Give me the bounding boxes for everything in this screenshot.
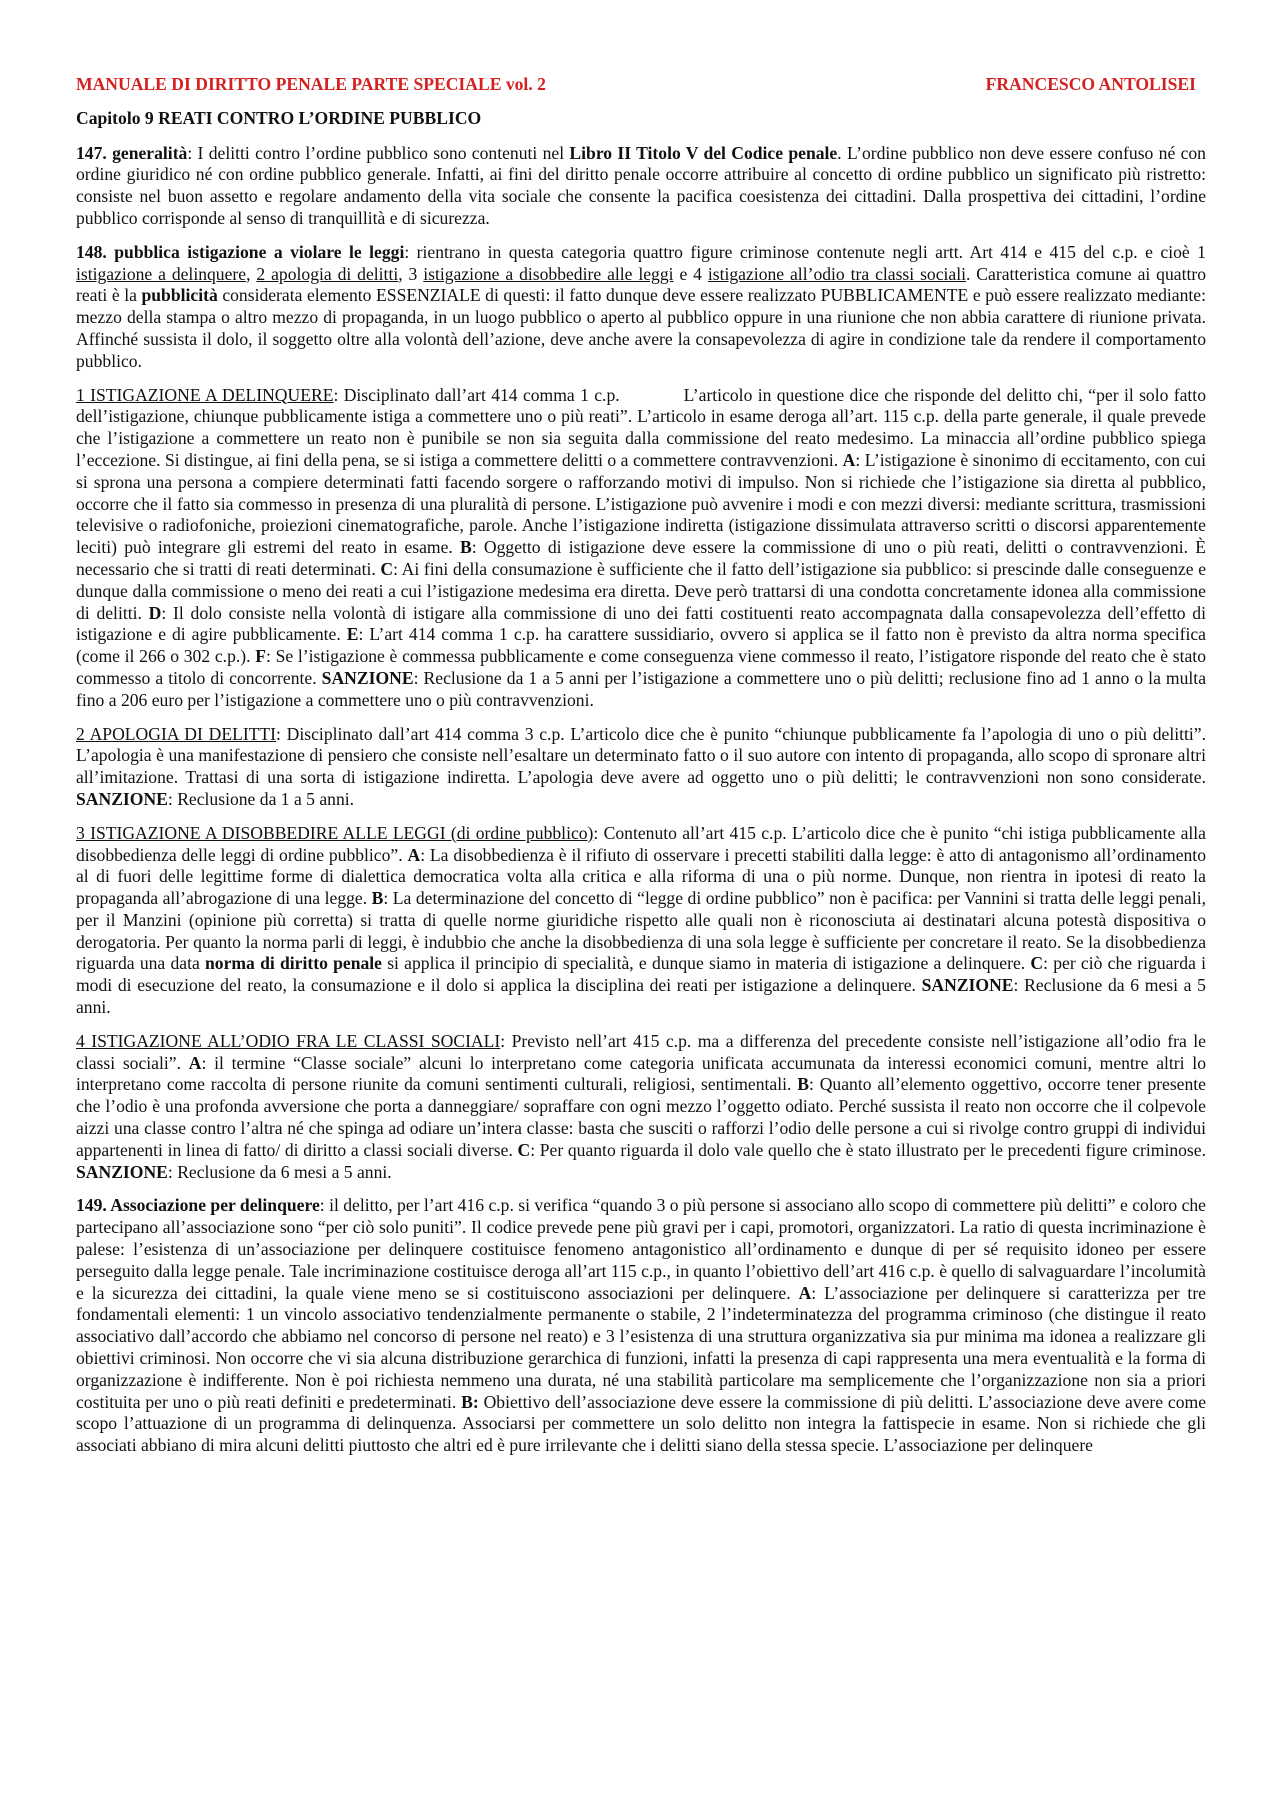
paragraph-heading: 1 ISTIGAZIONE A DELINQUERE: [76, 384, 334, 405]
paragraph-heading: 4 ISTIGAZIONE ALL’ODIO FRA LE CLASSI SOCIALI: [76, 1030, 501, 1051]
book-title: MANUALE DI DIRITTO PENALE PARTE SPECIALE vol. 2: [76, 74, 546, 94]
page-header: [76, 74, 1206, 96]
paragraph-istigazione-a-delinquere: 1 ISTIGAZIONE A DELINQUERE: Disciplinato dall’art 414 comma 1 c.p. L’articolo in questione dice che risponde del delitto chi, “per il solo fatto dell’istigazione, chiunque pubblicamente istiga a commettere uno o più reati”. L’articolo in esame deroga all’art. 115 c.p. della parte generale, il quale prevede che l’istigazione a commettere un reato non è punibile se non sia seguita dalla commissione del reato medesimo. La minaccia all’ordine pubblico spiega l’eccezione. Si distingue, ai fini della pena, se si istiga a commettere delitti o a commettere contravvenzioni. A: L’istigazione è sinonimo di eccitamento, con cui si sprona una persona a compiere determinati fatti facendo sorgere o rafforzando motivi di impulso. Non si richiede che l’istigazione sia diretta al pubblico, occorre che il fatto sia commesso in presenza di una pluralità di persone. L’istigazione può avvenire i modi e con mezzi diversi: mediante scrittura, trasmissioni televisive o radiofoniche, proiezioni cinematografiche, parole. Anche l’istigazione indiretta (istigazione dissimulata attraverso scritti o discorsi apparentemente leciti) può integrare gli estremi del reato in esame. B: Oggetto di istigazione deve essere la commissione di uno o più reati, delitti o contravvenzioni. È necessario che si tratti di reati determinati. C: Ai fini della consumazione è sufficiente che il fatto dell’istigazione sia pubblico: si prescinde dalle conseguenze e dunque dalla commissione o meno dei reati a cui l’istigazione medesima era diretta. Deve però trattarsi di una condotta concretamente idonea alla commissione di delitti. D: Il dolo consiste nella volontà di istigare alla commissione di uno dei fatti costituenti reato accompagnata dalla consapevolezza dell’effetto di istigazione e di agire pubblicamente. E: L’art 414 comma 1 c.p. ha carattere sussidiario, ovvero si applica se il fatto non è previsto da altra norma specifica (come il 266 o 302 c.p.). F: Se l’istigazione è commessa pubblicamente e come conseguenza viene commesso il reato, l’istigatore risponde del reato che è stato commesso a titolo di concorrente. SANZIONE: Reclusione da 1 a 5 anni per l’istigazione a commettere uno o più delitti; reclusione fino ad 1 anno o la multa fino a 206 euro per l’istigazione a commettere uno o più contravvenzioni.: [76, 384, 1207, 710]
section-number: 147. generalità: [76, 142, 188, 163]
section-148: 148. pubblica istigazione a violare le leggi: rientrano in questa categoria quattro figure criminose contenute negli artt. Art 414 e 415 del c.p. e cioè 1 istigazione a delinquere, 2 apologia di delitti, 3 istigazione a disobbedire alle leggi e 4 istigazione all’odio tra classi sociali. Caratteristica comune ai quattro reati è la pubblicità considerata elemento ESSENZIALE di questi: il fatto dunque deve essere realizzato PUBBLICAMENTE e può essere realizzato mediante: mezzo della stampa o altro mezzo di propaganda, in un luogo pubblico o aperto al pubblico oppure in una riunione che non abbia carattere di riunione privata. Affinché sussista il dolo, il soggetto oltre alla volontà dell’azione, deve anche avere la consapevolezza di agire in condizione tale da rendere il comportamento pubblico.: [76, 241, 1207, 371]
paragraph-heading: 3 ISTIGAZIONE A DISOBBEDIRE ALLE LEGGI (di ordine pubblico): [76, 822, 594, 843]
paragraph-apologia-di-delitti: 2 APOLOGIA DI DELITTI: Disciplinato dall’art 414 comma 3 c.p. L’articolo dice che è punito “chiunque pubblicamente fa l’apologia di uno o più delitti”. L’apologia è una manifestazione di pensiero che consiste nell’esaltare un determinato fatto o il suo autore con intento di propaganda, allo scopo di spronare altri all’imitazione. Trattasi di una sorta di istigazione indiretta. L’apologia deve avere ad oggetto uno o più delitti; le contravvenzioni non sono considerate. SANZIONE: Reclusione da 1 a 5 anni.: [76, 723, 1206, 809]
paragraph-istigazione-a-disobbedire: 3 ISTIGAZIONE A DISOBBEDIRE ALLE LEGGI (di ordine pubblico): Contenuto all’art 415 c.p. L’articolo dice che è punito “chi istiga pubblicamente alla disobbedienza delle leggi di ordine pubblico”. A: La disobbedienza è il rifiuto di osservare i precetti stabiliti dalla legge: è atto di antagonismo all’ordinamento al di fuori delle legittime forme di dialettica democratica volta alla critica e alla riforma di una o più norme. Dunque, non rientra in ipotesi di reato la propaganda all’abrogazione di una legge. B: La determinazione del concetto di “legge di ordine pubblico” non è pacifica: per Vannini si tratta delle leggi penali, per il Manzini (opinione più corretta) si tratta di quelle norme giuridiche rispetto alle quali non è riconosciuta ai destinatari alcuna potestà dispositiva o derogatoria. Per quanto la norma parli di leggi, è indubbio che anche la disobbedienza di una sola legge è sufficiente per concretare il reato. Se la disobbedienza riguarda una data norma di diritto penale si applica il principio di specialità, e dunque siamo in materia di istigazione a delinquere. C: per ciò che riguarda i modi di esecuzione del reato, la consumazione e il dolo si applica la disciplina dei reati per istigazione a delinquere. SANZIONE: Reclusione da 6 mesi a 5 anni.: [76, 822, 1207, 1018]
book-author: FRANCESCO ANTOLISEI: [985, 74, 1196, 94]
section-149: 149. Associazione per delinquere: il delitto, per l’art 416 c.p. si verifica “quando 3 o più persone si associano allo scopo di commettere più delitti” e coloro che partecipano all’associazione sono “per ciò solo puniti”. Il codice prevede pene più gravi per i capi, promotori, organizzatori. La ratio di questa incriminazione è palese: l’esistenza di un’associazione per delinquere costituisce fenomeno antagonistico all’ordinamento e dunque di per sé requisito idoneo per essere perseguito dalla legge penale. Tale incriminazione costituisce deroga all’art 115 c.p., in quanto l’obiettivo dell’art 416 c.p. è quello di salvaguardare l’incolumità e la sicurezza dei cittadini, la quale viene meno se si costituiscono associazioni per delinquere. A: L’associazione per delinquere si caratterizza per tre fondamentali elementi: 1 un vincolo associativo tendenzialmente permanente o stabile, 2 l’indeterminatezza del programma criminoso (che distingue il reato associativo dall’accordo che abbiamo nel concorso di persone nel reato) e 3 l’esistenza di una struttura organizzativa sia pur minima ma idonea a realizzare gli obiettivi criminosi. Non occorre che vi sia alcuna distribuzione gerarchica di funzioni, infatti la presenza di capi rappresenta una mera eventualità e la forma di organizzazione è indifferente. Non è poi richiesta nemmeno una durata, né una stabilità particolare ma semplicemente che l’organizzazione non sia a priori costituita per uno o più reati definiti e predeterminati. B: Obiettivo dell’associazione deve essere la commissione di più delitti. L’associazione deve avere come scopo l’attuazione di un programma di delinquenza. Associarsi per commettere un solo delitto non integra la fattispecie in esame. Non si richiede che gli associati abbiano di mira alcuni delitti piuttosto che altri ed è pure irrilevante che i delitti siano della stessa specie. L’associazione per delinquere: [76, 1195, 1207, 1456]
section-number: 148. pubblica istigazione a violare le leggi: [76, 241, 405, 262]
chapter-title: Capitolo 9 REATI CONTRO L’ORDINE PUBBLICO: [76, 107, 482, 128]
paragraph-heading: 2 APOLOGIA DI DELITTI: [76, 723, 277, 744]
section-number: 149. Associazione per delinquere: [76, 1195, 320, 1216]
paragraph-istigazione-odio-classi: 4 ISTIGAZIONE ALL’ODIO FRA LE CLASSI SOCIALI: Previsto nell’art 415 c.p. ma a differenza del precedente consiste nell’istigazione all’odio fra le classi sociali”. A: il termine “Classe sociale” alcuni lo interpretano come categoria unificata accumunata da interessi economici comuni, mentre altri lo interpretano come raccolta di persone riunite da comuni sentimenti culturali, religiosi, sentimentali. B: Quanto all’elemento oggettivo, occorre tener presente che l’odio è una profonda avversione che porta a danneggiare/ sopraffare con ogni mezzo l’oggetto odiato. Perché sussista il reato non occorre che il colpevole aizzi una classe contro l’altra né che spinga ad odiare un’intera classe: basta che susciti o rafforzi l’odio delle persone a cui si rivolge contro gruppi di individui appartenenti in linea di fatto/ di diritto a classi sociali diverse. C: Per quanto riguarda il dolo vale quello che è stato illustrato per le precedenti figure criminose. SANZIONE: Reclusione da 6 mesi a 5 anni.: [76, 1030, 1206, 1182]
section-147: 147. generalità: I delitti contro l’ordine pubblico sono contenuti nel Libro II Titolo V del Codice penale. L’ordine pubblico non deve essere confuso né con ordine giuridico né con ordine pubblico generale. Infatti, ai fini del diritto penale occorre attribuire al concetto di ordine pubblico un significato più ristretto: consiste nel buon assetto e regolare andamento della vita sociale che consente la pacifica coesistenza dei cittadini. Dalla prospettiva dei cittadini, l’ordine pubblico corrisponde al senso di tranquillità e di sicurezza.: [76, 142, 1206, 228]
